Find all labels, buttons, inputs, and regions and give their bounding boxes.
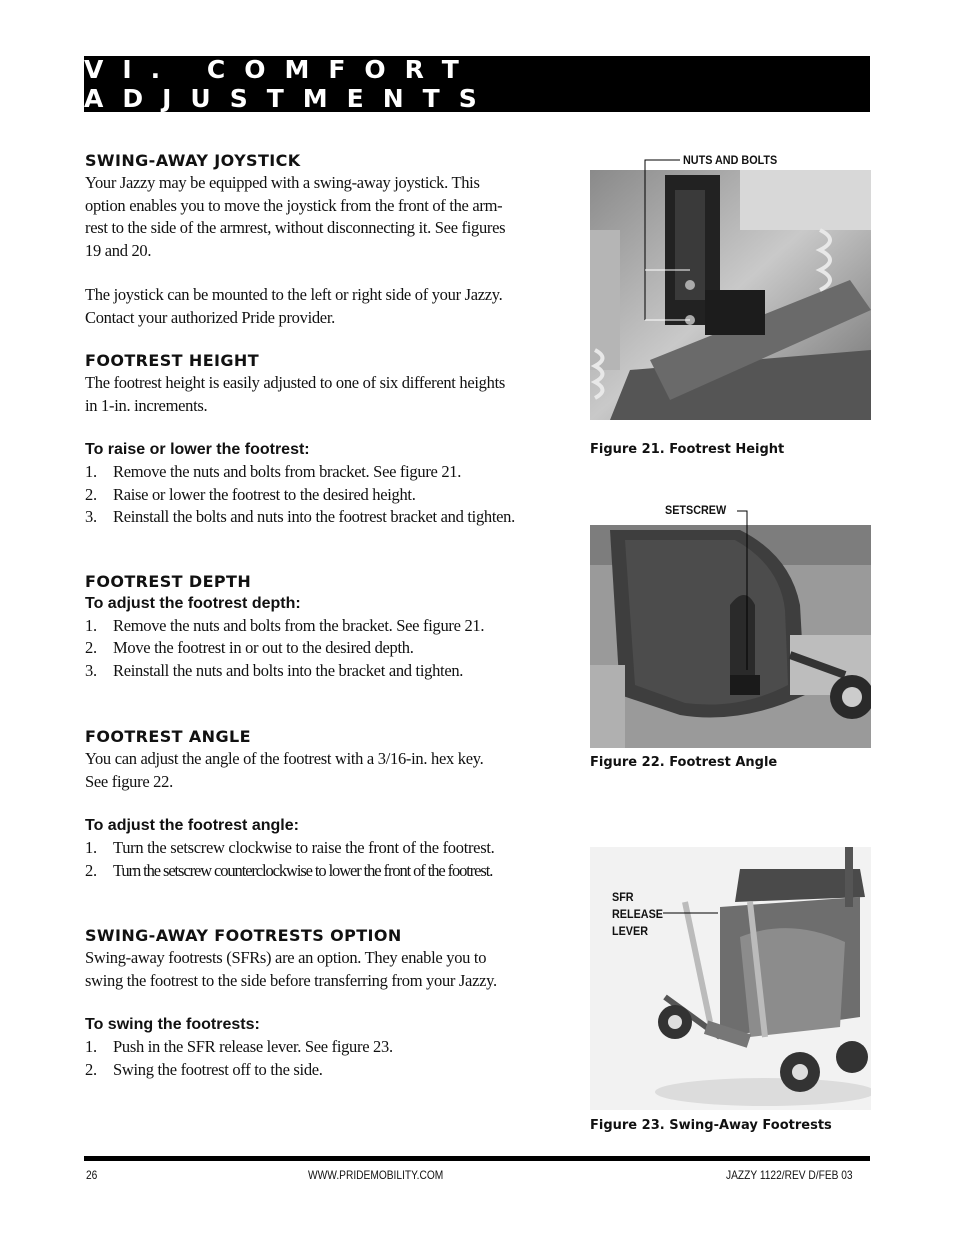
figure-21-photo bbox=[590, 170, 871, 420]
swing-away-footrests-illustration bbox=[590, 847, 871, 1110]
figure-22-leader-lines bbox=[735, 505, 755, 675]
footer-website: WWW.PRIDEMOBILITY.COM bbox=[308, 1168, 444, 1182]
page-number: 26 bbox=[86, 1168, 98, 1182]
height-paragraph: The footrest height is easily adjusted to one of six different heights in 1-in. increments. bbox=[85, 373, 505, 415]
figure-21-leader-lines bbox=[640, 155, 690, 325]
figure-21-label: NUTS AND BOLTS bbox=[683, 153, 778, 167]
section-banner bbox=[84, 56, 870, 112]
heading-footrest-angle: FOOTREST ANGLE bbox=[85, 727, 251, 746]
list-item: 3. Reinstall the nuts and bolts into the bracket and tighten. bbox=[85, 660, 464, 680]
list-item: 2. Move the footrest in or out to the desired depth. bbox=[85, 638, 414, 657]
depth-steps bbox=[85, 615, 541, 683]
list-item: 1. Remove the nuts and bolts from bracket. See figure 21. bbox=[85, 462, 462, 481]
subheading-adjust-depth: To adjust the footrest depth: bbox=[85, 594, 301, 612]
figure-23-leader-line bbox=[663, 908, 723, 918]
section-title: VI. COMFORT ADJUSTMENTS bbox=[84, 55, 496, 113]
list-item: 2. Turn the setscrew counterclockwise to lower the front of the footrest. bbox=[85, 860, 493, 880]
footrest-height-illustration bbox=[590, 170, 871, 420]
footrest-angle-illustration bbox=[590, 525, 871, 748]
figure-22-photo bbox=[590, 525, 871, 748]
heading-swing-away-joystick: SWING-AWAY JOYSTICK bbox=[85, 151, 301, 170]
sfr-paragraph: Swing-away footrests (SFRs) are an option. They enable you to swing the footrest to the side before transferring from your Jazzy. bbox=[85, 948, 497, 990]
list-item: 2. Swing the footrest off to the side. bbox=[85, 1059, 323, 1079]
subheading-swing-footrests: To swing the footrests: bbox=[85, 1016, 260, 1033]
list-item: 1. Remove the nuts and bolts from the bracket. See figure 21. bbox=[85, 615, 485, 635]
subheading-adjust-angle: To adjust the footrest angle: bbox=[85, 817, 299, 834]
figure-23-caption: Figure 23. Swing-Away Footrests bbox=[590, 1118, 832, 1133]
subheading-raise-lower: To raise or lower the footrest: bbox=[85, 441, 310, 458]
joystick-paragraph-2: The joystick can be mounted to the left or right side of your Jazzy. Contact your authorized Pride provider. bbox=[85, 285, 503, 327]
joystick-paragraph-1: Your Jazzy may be equipped with a swing-away joystick. This option enables you to move the joystick from the front of the arm- rest to the side of the armrest, without disconnecting it. See figures 19 and 20. bbox=[85, 173, 506, 260]
list-item: 2. Raise or lower the footrest to the desired height. bbox=[85, 484, 416, 504]
figure-23-label: SFR RELEASE LEVER bbox=[612, 890, 664, 938]
footer-document-id: JAZZY 1122/REV D/FEB 03 bbox=[726, 1168, 853, 1182]
figure-22-label: SETSCREW bbox=[665, 503, 727, 517]
list-item: 3. Reinstall the bolts and nuts into the footrest bracket and tighten. bbox=[85, 507, 515, 526]
figure-21-caption: Figure 21. Footrest Height bbox=[590, 442, 785, 457]
heading-swing-away-footrests: SWING-AWAY FOOTRESTS OPTION bbox=[85, 926, 402, 945]
figure-23-photo bbox=[590, 847, 871, 1110]
heading-footrest-depth: FOOTREST DEPTH bbox=[85, 571, 252, 591]
figure-22-caption: Figure 22. Footrest Angle bbox=[590, 755, 778, 770]
angle-steps bbox=[85, 837, 541, 882]
list-item: 1. Turn the setscrew clockwise to raise the front of the footrest. bbox=[85, 838, 495, 857]
sfr-steps bbox=[85, 1036, 541, 1081]
height-steps bbox=[85, 461, 541, 529]
list-item: 1. Push in the SFR release lever. See figure 23. bbox=[85, 1037, 393, 1056]
text-column bbox=[85, 150, 541, 1081]
footer-rule bbox=[84, 1156, 870, 1161]
heading-footrest-height: FOOTREST HEIGHT bbox=[85, 351, 260, 370]
angle-paragraph: You can adjust the angle of the footrest with a 3/16-in. hex key. See figure 22. bbox=[85, 749, 484, 791]
